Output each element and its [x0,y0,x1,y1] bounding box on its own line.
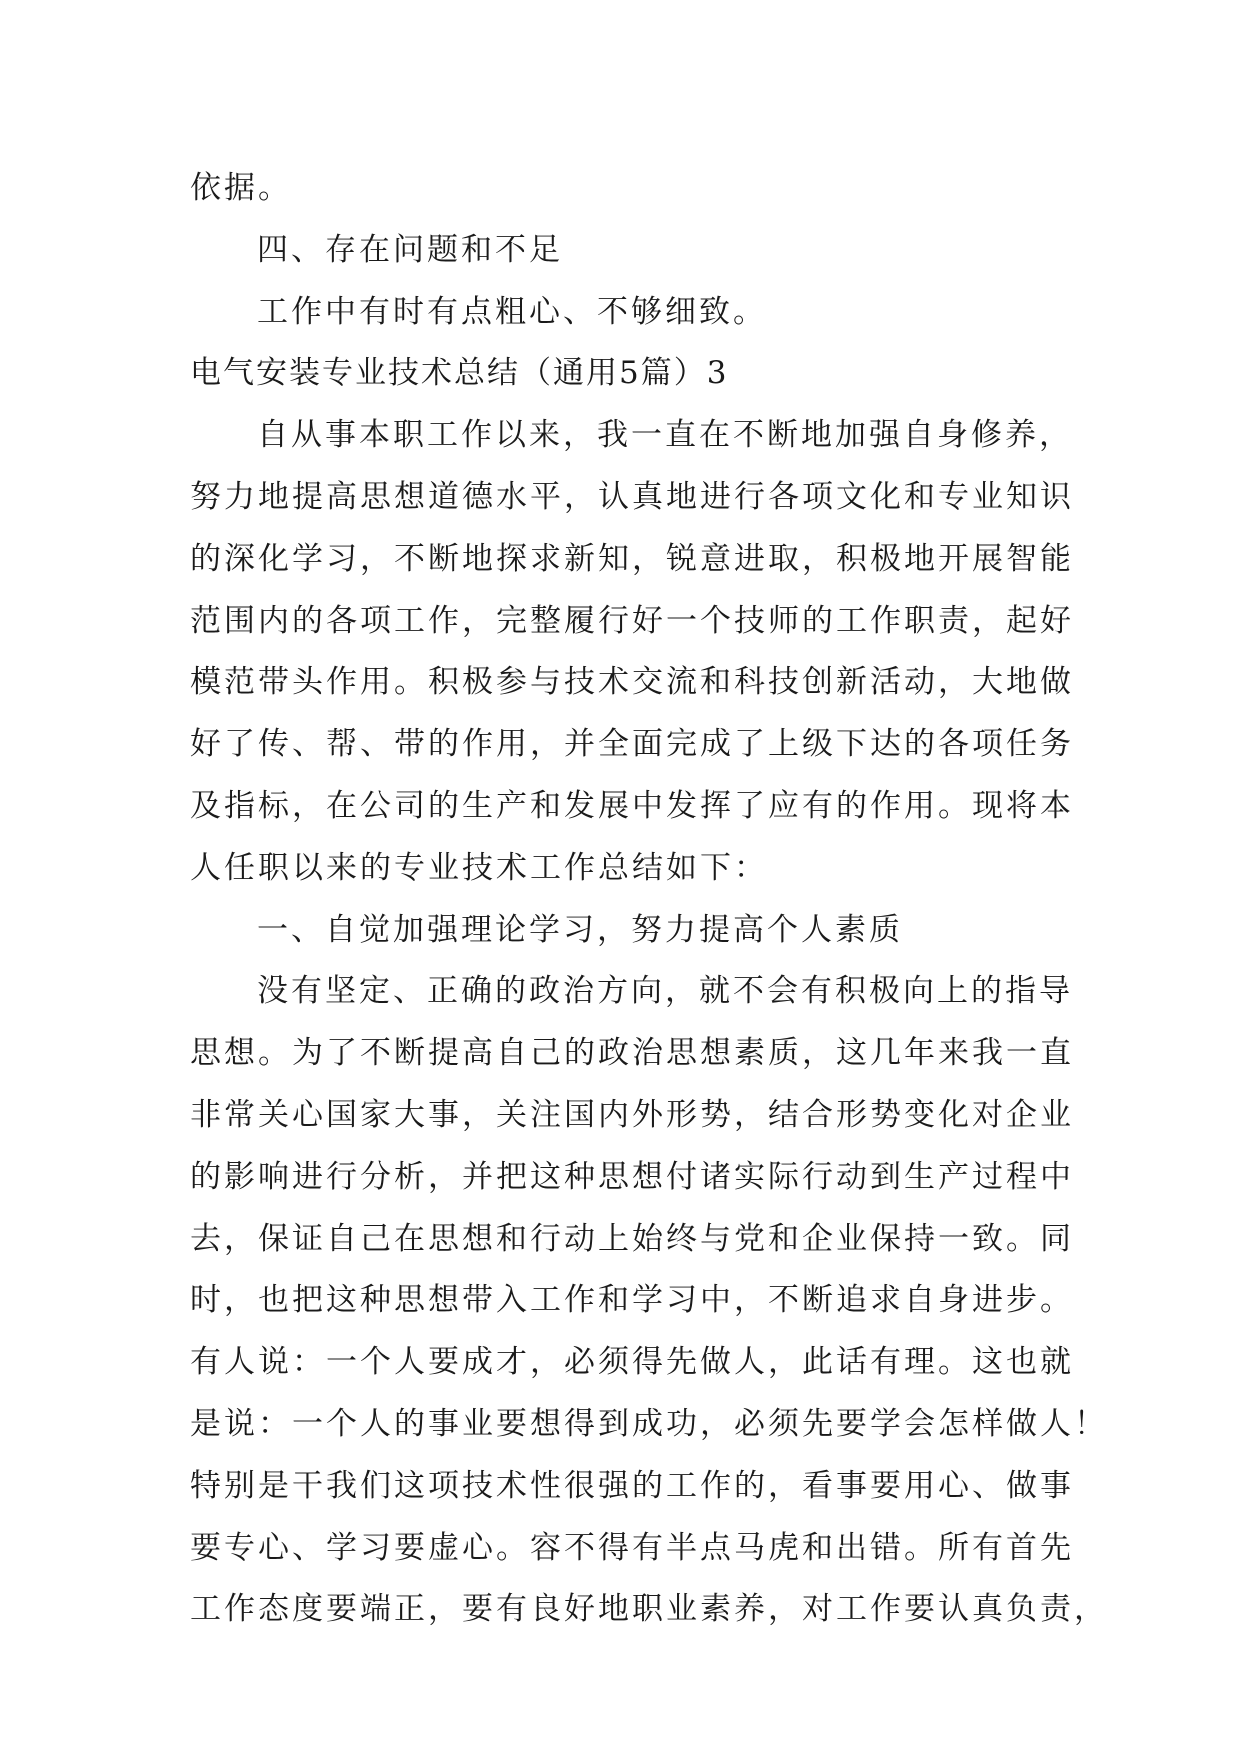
text-line: 时，也把这种思想带入工作和学习中，不断追求自身进步。 [190,1282,1074,1319]
text-line: 有人说：一个人要成才，必须得先做人，此话有理。这也就 [190,1344,1074,1381]
text-line: 非常关心国家大事，关注国内外形势，结合形势变化对企业 [190,1096,1074,1133]
text-line: 好了传、帮、带的作用，并全面完成了上级下达的各项任务 [190,726,1074,763]
text-line: 特别是干我们这项技术性很强的工作的，看事要用心、做事 [190,1467,1074,1504]
text-line: 依据。 [190,170,292,206]
text-line: 工作中有时有点粗心、不够细致。 [257,293,767,330]
text-line: 工作态度要端正，要有良好地职业素养，对工作要认真负责， [190,1591,1108,1628]
text-line: 及指标，在公司的生产和发展中发挥了应有的作用。现将本 [190,787,1074,824]
text-line: 没有坚定、正确的政治方向，就不会有积极向上的指导 [257,973,1073,1010]
article-title: 电气安装专业技术总结（通用5篇）3 [190,355,729,392]
text-line: 的深化学习，不断地探求新知，锐意进取，积极地开展智能 [190,540,1074,577]
text-line: 模范带头作用。积极参与技术交流和科技创新活动，大地做 [190,664,1074,701]
text-line: 努力地提高思想道德水平，认真地进行各项文化和专业知识 [190,478,1074,515]
document-body [190,158,1108,1641]
text-line: 要专心、学习要虚心。容不得有半点马虎和出错。所有首先 [190,1529,1074,1566]
text-line: 是说：一个人的事业要想得到成功，必须先要学会怎样做人！ [190,1405,1108,1442]
text-line: 人任职以来的专业技术工作总结如下： [190,849,768,886]
text-line: 自从事本职工作以来，我一直在不断地加强自身修养， [257,417,1073,454]
text-line: 思想。为了不断提高自己的政治思想素质，这几年来我一直 [190,1035,1074,1072]
section-heading: 一、自觉加强理论学习，努力提高个人素质 [257,911,903,948]
section-heading: 四、存在问题和不足 [257,231,563,268]
text-line: 的影响进行分析，并把这种思想付诸实际行动到生产过程中 [190,1158,1074,1195]
text-line: 去，保证自己在思想和行动上始终与党和企业保持一致。同 [190,1220,1074,1257]
text-line: 范围内的各项工作，完整履行好一个技师的工作职责，起好 [190,602,1074,639]
